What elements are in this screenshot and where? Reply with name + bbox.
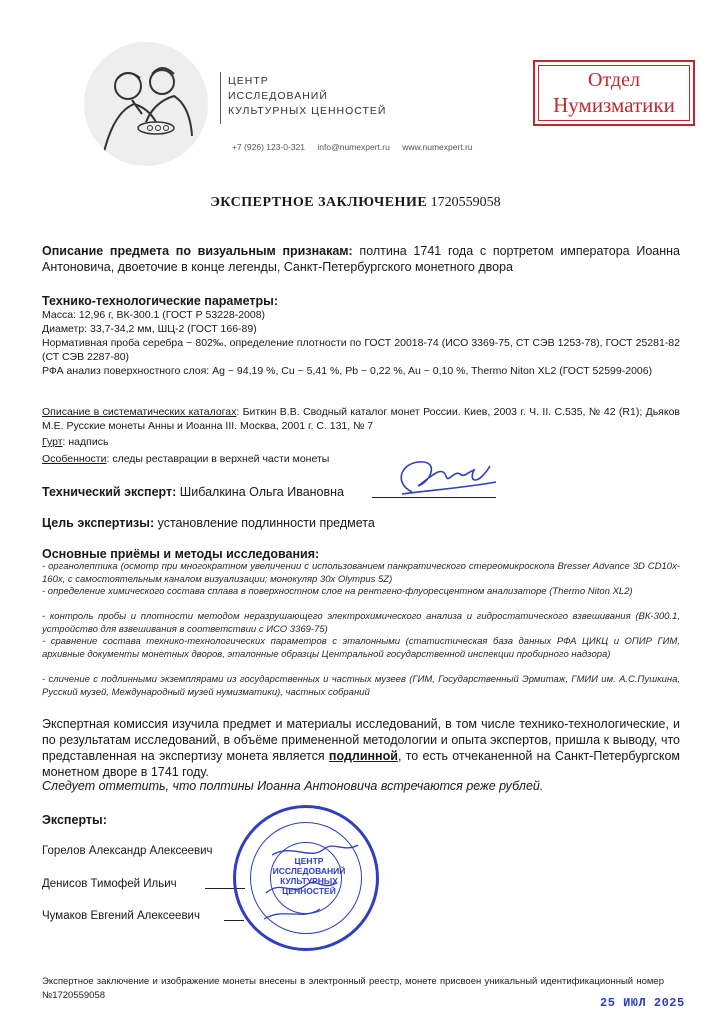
website-address: www.numexpert.ru <box>402 142 473 152</box>
features-label: Особенности <box>42 453 107 465</box>
expert-name: Горелов Александр Алексеевич <box>42 845 213 857</box>
logo <box>84 42 208 166</box>
dept-stamp-line: Нумизматики <box>553 93 675 117</box>
method-item: - сравнение состава технико-технологических параметров с эталонными (статистическая база данных РФА ЦИКЦ и ОПИР ГИМ, архивные документы монетных дворов, эталонные образцы Центральной государственной инспекции пробирного надзора) <box>42 636 680 660</box>
org-name-line: КУЛЬТУРНЫХ ЦЕННОСТЕЙ <box>228 105 387 117</box>
email-address: info@numexpert.ru <box>317 142 390 152</box>
methods-heading <box>42 546 680 562</box>
tech-diameter: Диаметр: 33,7-34,2 мм, ШЦ-2 (ГОСТ 166-89) <box>42 323 257 335</box>
conclusion-text <box>42 716 680 780</box>
verdict: подлинной <box>328 749 398 763</box>
expertise-purpose <box>42 515 680 531</box>
phone-number: +7 (926) 123-0-321 <box>232 142 306 152</box>
department-stamp <box>533 60 695 126</box>
seal-line: ЦЕННОСТЕЙ <box>282 886 336 896</box>
tech-fineness: Нормативная проба серебра ~ 802‰, определение плотности по ГОСТ 20018-74 (ИСО 3369-75, СТ СЭВ 1253-78), ГОСТ 25281-82 (СТ СЭВ 2287-80) <box>42 337 680 363</box>
expert-name: Денисов Тимофей Ильич <box>42 878 177 890</box>
tech-expert-name: Шибалкина Ольга Ивановна <box>179 485 345 499</box>
experts-heading <box>42 812 680 828</box>
seal-line: КУЛЬТУРНЫХ <box>280 876 338 886</box>
organization-name <box>228 74 386 119</box>
signature-line <box>224 920 244 921</box>
experts-heading-text: Эксперты: <box>42 813 107 827</box>
conclusion-body: Экспертная комиссия изучила предмет и материалы исследований, в том числе технико-технологические, и по результатам исследований, в объёме примененной методологии и опыта экспертов, пришла к выводу, что представленная на экспертизу монета является <box>42 717 680 763</box>
experts-examining-coins-illustration <box>84 42 208 166</box>
tech-expert-label: Технический эксперт: <box>42 485 177 499</box>
catalogs-text: : Биткин В.В. Сводный каталог монет России. Киев, 2003 г. Ч. II. С.535, № 42 (R1); Дьяков М.Е. Русские монеты Анны и Иоанна III. Москва, 2001 г. С. 131, № 7 <box>42 406 680 432</box>
conclusion-note: Следует отметить, что полтины Иоанна Антоновича встречаются реже рублей. <box>42 779 544 793</box>
catalog-references <box>42 405 680 433</box>
description-label: Описание предмета по визуальным признакам: <box>42 244 353 258</box>
title-label: ЭКСПЕРТНОЕ ЗАКЛЮЧЕНИЕ <box>210 195 428 210</box>
conclusion-tail: , то есть отчеканенной на Санкт-Петербургском монетном дворе в 1741 году. <box>42 749 680 779</box>
features-description <box>42 452 680 466</box>
registry-footnote: Экспертное заключение и изображение монеты внесены в электронный реестр, монете присвоен уникальный идентификационный номер №1720559058 <box>42 976 664 1001</box>
seal-line: ИССЛЕДОВАНИЙ <box>272 866 346 876</box>
method-item: - определение химического состава сплава в поверхностном слое на рентгено-флуоресцентном анализаторе (Thermo Niton XL2) <box>42 586 633 597</box>
tech-expert-signature <box>372 452 502 502</box>
experts-signatures <box>262 835 382 925</box>
org-name-line: ИССЛЕДОВАНИЙ <box>228 90 328 102</box>
tech-params-heading <box>42 293 680 309</box>
description-text: полтина 1741 года с портретом императора Иоанна Антоновича, двоеточие в конце легенды, Санкт-Петербургского монетного двора <box>42 244 680 274</box>
tech-xrf-analysis: РФА анализ поверхностного слоя: Ag ~ 94,19 %, Cu ~ 5,41 %, Pb ~ 0,22 %, Au ~ 0,10 %, Thermo Niton XL2 (ГОСТ 52599-2006) <box>42 365 653 377</box>
method-item: - сличение с подлинными экземплярами из государственных и частных музеев (ГИМ, Государственный Эрмитаж, ГМИИ им. А.С.Пушкина, Русский музей, Международный музей нумизматики), частных собраний <box>42 674 680 698</box>
seal-line: ЦЕНТР <box>294 856 324 866</box>
catalogs-label: Описание в систематических каталогах <box>42 406 237 418</box>
edge-label: Гурт <box>42 436 63 448</box>
contact-line <box>232 142 483 152</box>
tech-mass: Масса: 12,96 г, ВК-300.1 (ГОСТ Р 53228-2008) <box>42 309 266 321</box>
header-divider <box>220 72 221 124</box>
item-description <box>42 243 680 275</box>
edge-description <box>42 435 680 449</box>
methods-heading-text: Основные приёмы и методы исследования: <box>42 547 320 561</box>
document-title <box>0 195 711 211</box>
expert-name: Чумаков Евгений Алексеевич <box>42 910 200 922</box>
method-item: - органолептика (осмотр при многократном увеличении с использованием панкратического стереомикроскопа Bresser Advance 3D CD10x-160x, с самостоятельным каналом визуализации; монокуляр 30x Olympus 5Z) <box>42 561 680 585</box>
dept-stamp-line: Отдел <box>588 69 640 91</box>
certificate-number: 1720559058 <box>430 195 501 210</box>
method-item: - контроль пробы и плотности методом неразрушающего электрохимического анализа и гидростатического взвешивания (ВК-300.1, устройство для взвешивания в соответствии с ИСО 3369-75) <box>42 611 680 635</box>
purpose-label: Цель экспертизы: <box>42 516 155 530</box>
tech-heading-text: Технико-технологические параметры: <box>42 294 278 308</box>
org-name-line: ЦЕНТР <box>228 75 269 87</box>
technical-expert <box>42 484 382 500</box>
edge-text: : надпись <box>62 436 109 448</box>
purpose-text: установление подлинности предмета <box>157 516 375 530</box>
features-text: : следы реставрации в верхней части монеты <box>106 453 330 465</box>
date-stamp: 25 ИЮЛ 2025 <box>600 996 685 1010</box>
